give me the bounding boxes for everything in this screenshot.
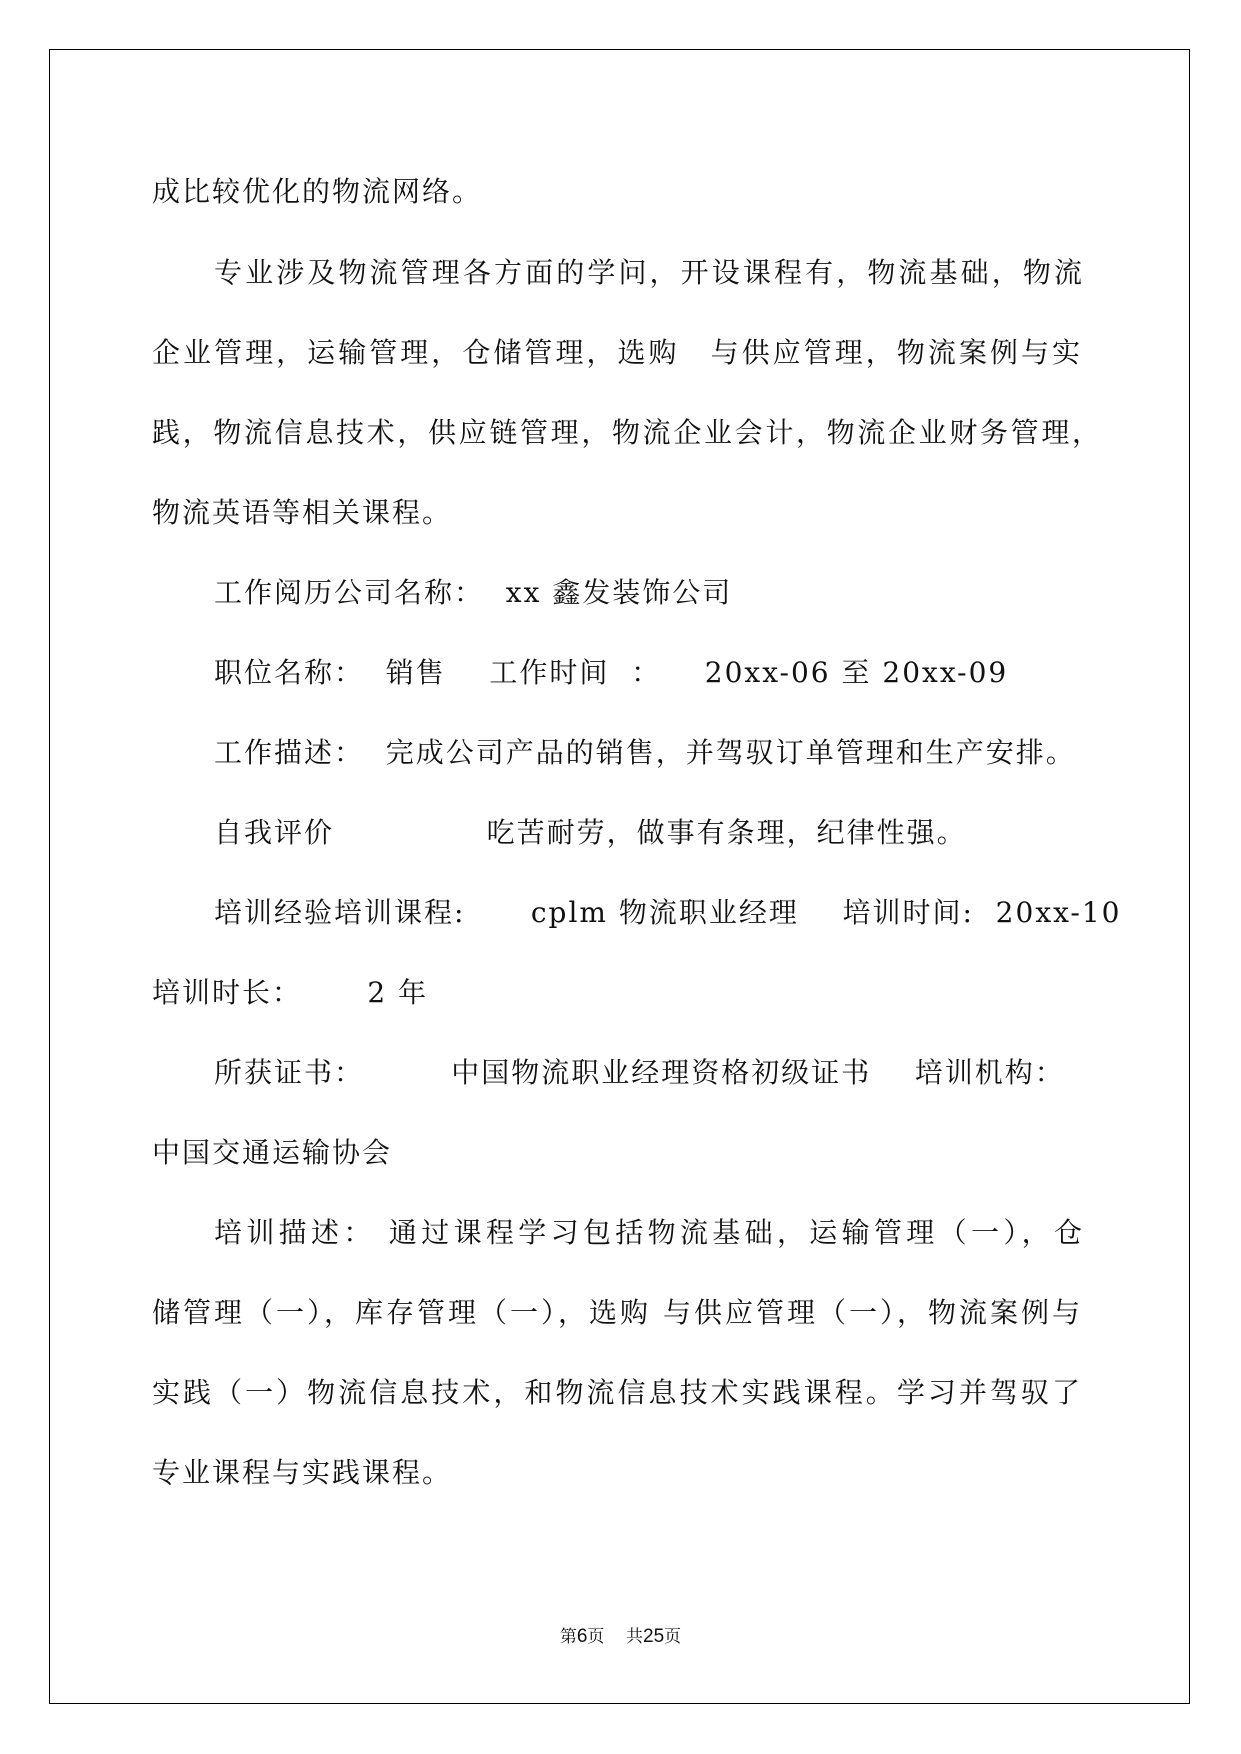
footer-prefix: 第 <box>559 1627 577 1647</box>
footer-total-prefix: 共 <box>626 1627 644 1647</box>
text-line: 培训时长： 2 年 <box>152 976 429 1009</box>
page-footer <box>0 1622 1241 1648</box>
text-line: 践，物流信息技术，供应链管理，物流企业会计，物流企业财务管理， <box>152 416 1102 449</box>
text-line: 中国交通运输协会 <box>152 1136 393 1169</box>
text-line: 所获证书： 中国物流职业经理资格初级证书 培训机构： <box>214 1056 1065 1089</box>
text-line: 培训描述： 通过课程学习包括物流基础，运输管理（一），仓 <box>214 1216 1084 1249</box>
text-line: 专业课程与实践课程。 <box>152 1456 453 1489</box>
text-line: 成比较优化的物流网络。 <box>152 175 483 208</box>
text-line: 自我评价 吃苦耐劳，做事有条理，纪律性强。 <box>214 816 967 849</box>
page-number: 6 <box>576 1626 588 1647</box>
text-line: 培训经验培训课程: cplm 物流职业经理 培训时间: 20xx-10 <box>214 896 1122 929</box>
text-line: 物流英语等相关课程。 <box>152 496 453 529</box>
total-pages: 25 <box>643 1626 665 1647</box>
text-line: 实践（一）物流信息技术，和物流信息技术实践课程。学习并驾驭了 <box>152 1376 1082 1409</box>
text-line: 工作描述： 完成公司产品的销售，并驾驭订单管理和生产安排。 <box>214 736 1076 769</box>
footer-page-suffix: 页 <box>587 1627 605 1647</box>
text-line: 专业涉及物流管理各方面的学问，开设课程有，物流基础，物流 <box>214 256 1084 289</box>
text-line: 企业管理，运输管理，仓储管理，选购 与供应管理，物流案例与实 <box>152 336 1082 369</box>
text-line: 职位名称： 销售 工作时间 ： 20xx-06 至 20xx-09 <box>214 656 1009 689</box>
text-line: 储管理（一），库存管理（一），选购 与供应管理（一），物流案例与 <box>152 1296 1082 1329</box>
footer-total-suffix: 页 <box>664 1627 682 1647</box>
text-line: 工作阅历公司名称： xx 鑫发装饰公司 <box>214 576 733 609</box>
